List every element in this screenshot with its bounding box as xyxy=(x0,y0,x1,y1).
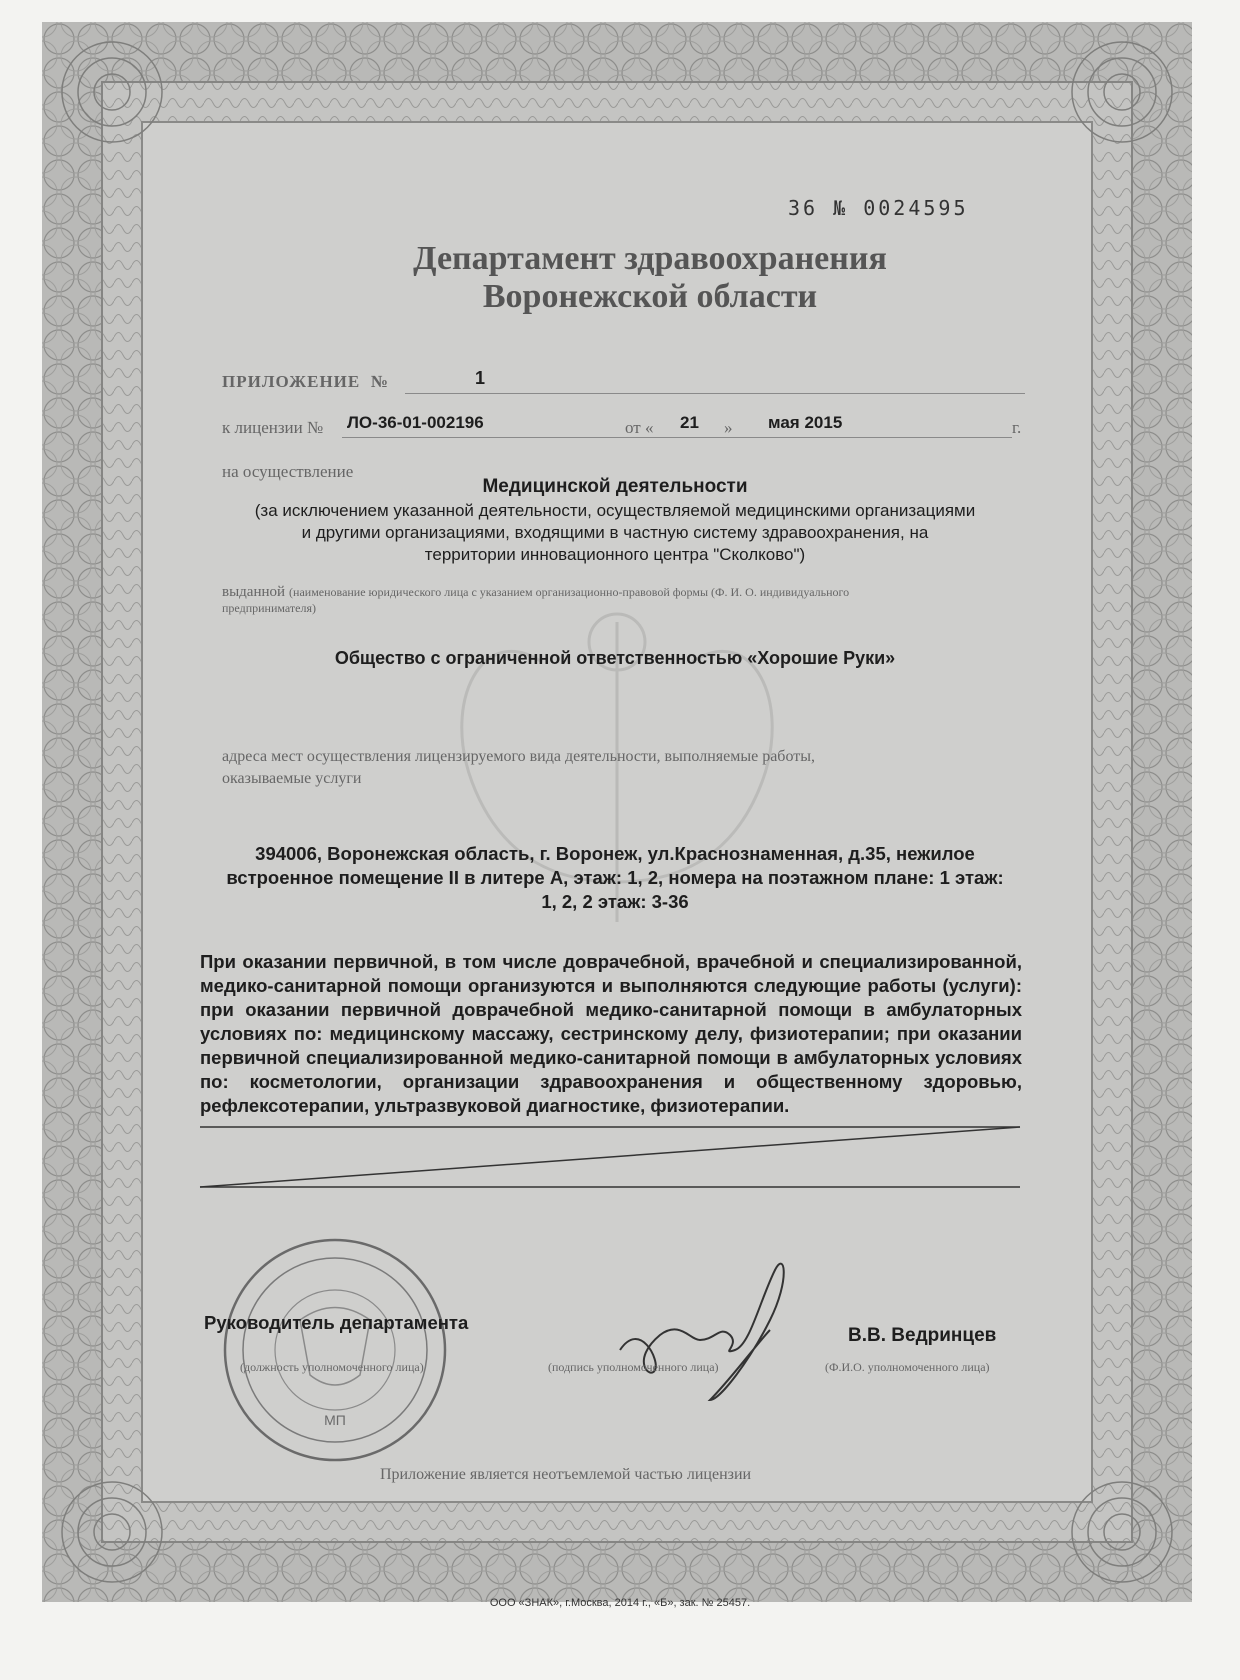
appendix-integral-note: Приложение является неотъемлемой частью лицензии xyxy=(380,1466,752,1483)
address-line-1: 394006, Воронежская область, г. Воронеж, ул.Краснознаменная, д.35, нежилое xyxy=(255,843,975,864)
license-month-year: мая 2015 xyxy=(768,413,843,432)
services-paragraph: При оказании первичной, в том числе доврачебной, врачебной и специализированной, медико-санитарной помощи организуются и выполняются следующие работы (услуги): при оказании первичной доврачебной медико-санитарной помощи в амбулаторных условиях по: медицинскому массажу, сестринскому делу, физиотерапии; при оказании первичной специализированной медико-санитарной помощи в амбулаторных условиях по: косметологии, организации здравоохранения и общественному здоровью, рефлексотерапии, ультразвуковой диагностике, физиотерапии. xyxy=(200,951,1022,1116)
position-hint: (должность уполномоченного лица) xyxy=(240,1360,424,1374)
department-line-1: Департамент здравоохранения xyxy=(413,240,887,277)
official-seal-stamp xyxy=(220,1235,450,1465)
department-title xyxy=(260,240,1040,316)
address-label-line-1: адреса мест осуществления лицензируемого вида деятельности, выполняемые работы, xyxy=(222,748,815,765)
seal-mp-letters: МП xyxy=(324,1412,346,1428)
strike-lines xyxy=(190,1125,1030,1195)
license-number-label: к лицензии № xyxy=(222,418,324,437)
license-underline xyxy=(342,436,1012,438)
activity-title: Медицинской деятельности xyxy=(482,476,748,497)
activity-note-line-1: (за исключением указанной деятельности, осуществляемой медицинскими организациями xyxy=(254,501,976,520)
license-day: 21 xyxy=(680,413,699,432)
name-hint: (Ф.И.О. уполномоченного лица) xyxy=(825,1360,990,1374)
appendix-label: ПРИЛОЖЕНИЕ № xyxy=(222,372,389,391)
license-from-label: от « xyxy=(625,418,654,437)
form-serial-number: 36 № 0024595 xyxy=(788,196,969,220)
signature-hint: (подпись уполномоченного лица) xyxy=(548,1360,719,1374)
appendix-number: 1 xyxy=(475,368,486,388)
signatory-name: В.В. Ведринцев xyxy=(848,1325,997,1346)
license-close-quote: » xyxy=(724,418,733,437)
address-label-line-2: оказываемые услуги xyxy=(222,770,362,787)
license-number: ЛО-36-01-002196 xyxy=(347,413,484,432)
issued-label-block xyxy=(222,583,1022,616)
address-block xyxy=(200,842,1030,914)
organization-name: Общество с ограниченной ответственностью «Хорошие Руки» xyxy=(334,648,896,668)
activity-note-line-3: территории инновационного центра "Сколково") xyxy=(424,545,806,564)
activity-label: на осуществление xyxy=(222,462,354,481)
handwritten-signature xyxy=(600,1240,830,1410)
address-line-2: встроенное помещение II в литере А, этаж: 1, 2, номера на поэтажном плане: 1 этаж: xyxy=(226,867,1004,888)
address-line-3: 1, 2, 2 этаж: 3-36 xyxy=(541,891,689,912)
department-line-2: Воронежской области xyxy=(482,278,818,315)
printer-footer: ООО «ЗНАК», г.Москва, 2014 г., «Б», зак. № 25457. xyxy=(489,1597,751,1609)
license-year-suffix: г. xyxy=(1012,418,1022,437)
issued-hint-line-2: предпринимателя) xyxy=(222,601,316,615)
signatory-position: Руководитель департамента xyxy=(204,1312,469,1333)
appendix-underline xyxy=(405,392,1025,394)
activity-note-line-2: и другими организациями, входящими в частную систему здравоохранения, на xyxy=(301,523,929,542)
address-label xyxy=(222,746,1022,790)
issued-hint-line-1: (наименование юридического лица с указанием организационно-правовой формы (Ф. И. О. индивидуального xyxy=(289,585,850,599)
activity-block xyxy=(200,474,1030,566)
issued-label: выданной xyxy=(222,584,286,600)
